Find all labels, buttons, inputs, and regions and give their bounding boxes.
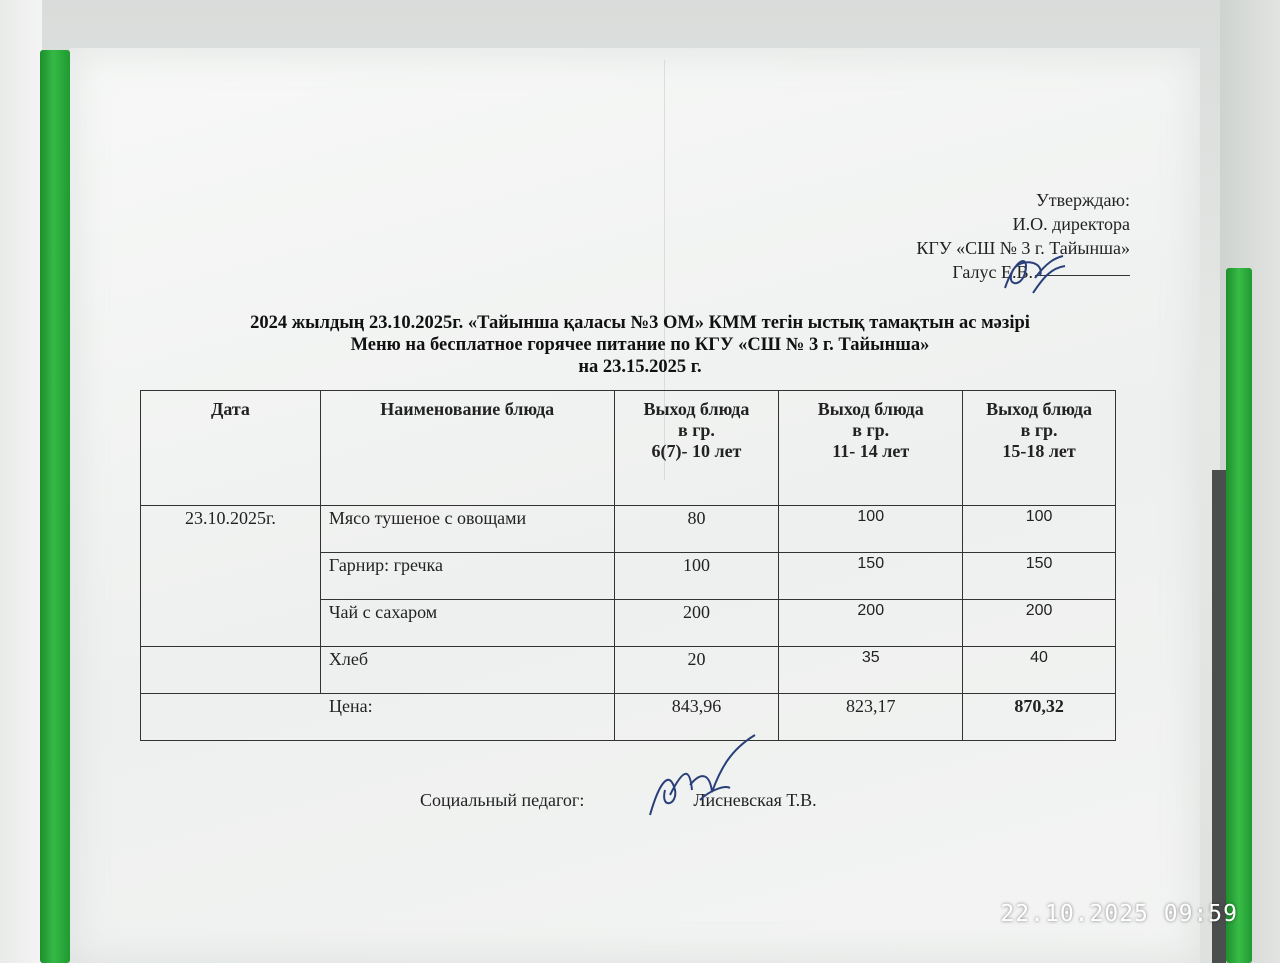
portion-6-10: 100	[614, 553, 779, 600]
table-header-row	[141, 391, 1116, 506]
approval-name: Галус Е.В.	[952, 262, 1033, 282]
dish-name: Гарнир: гречка	[320, 553, 614, 600]
director-signature-icon	[985, 248, 1075, 298]
header-age-6-10: Выход блюда в гр. 6(7)- 10 лет	[614, 391, 779, 506]
heading-russian: Меню на бесплатное горячее питание по КГУ «СШ № 3 г. Тайынша»	[350, 335, 930, 355]
footer-name: Лисневская Т.В.	[693, 790, 817, 810]
footer-role: Социальный педагог:	[420, 790, 585, 810]
dish-name: Хлеб	[320, 647, 614, 694]
menu-table	[140, 390, 1116, 741]
portion-15-18: 40	[963, 647, 1116, 694]
green-frame-right	[1226, 268, 1252, 963]
document-heading	[140, 312, 1140, 378]
header-date: Дата	[141, 391, 321, 506]
table-row	[141, 506, 1116, 553]
table-row	[141, 647, 1116, 694]
row-date	[141, 647, 321, 694]
row-date: 23.10.2025г.	[141, 506, 321, 647]
portion-6-10: 20	[614, 647, 779, 694]
portion-11-14: 100	[779, 506, 963, 553]
header-dish: Наименование блюда	[320, 391, 614, 506]
portion-11-14: 35	[779, 647, 963, 694]
price-6-10: 843,96	[614, 694, 779, 741]
frame-shadow	[1212, 470, 1226, 963]
dish-name: Мясо тушеное с овощами	[320, 506, 614, 553]
photo-timestamp: 22.10.2025 09:59	[1000, 901, 1238, 927]
portion-15-18: 150	[963, 553, 1116, 600]
heading-kazakh: 2024 жылдың 23.10.2025г. «Тайынша қаласы №3 ОМ» КММ тегін ыстық тамақтын ас мәзірі	[250, 313, 1030, 333]
portion-15-18: 200	[963, 600, 1116, 647]
portion-6-10: 80	[614, 506, 779, 553]
header-age-15-18: Выход блюда в гр. 15-18 лет	[963, 391, 1116, 506]
approval-title: Утверждаю:	[1035, 190, 1130, 210]
portion-6-10: 200	[614, 600, 779, 647]
portion-11-14: 150	[779, 553, 963, 600]
pedagog-signature-icon	[630, 730, 760, 830]
approval-position: И.О. директора	[1012, 214, 1130, 234]
heading-date: на 23.15.2025 г.	[578, 357, 702, 377]
approval-organization: КГУ «СШ № 3 г. Тайынша»	[916, 238, 1130, 258]
price-15-18: 870,32	[963, 694, 1116, 741]
green-frame-left	[40, 50, 70, 963]
header-age-11-14: Выход блюда в гр. 11- 14 лет	[779, 391, 963, 506]
wall-left	[0, 0, 42, 963]
price-label: Цена:	[141, 694, 615, 741]
dish-name: Чай с сахаром	[320, 600, 614, 647]
price-11-14: 823,17	[779, 694, 963, 741]
portion-15-18: 100	[963, 506, 1116, 553]
portion-11-14: 200	[779, 600, 963, 647]
price-row	[141, 694, 1116, 741]
